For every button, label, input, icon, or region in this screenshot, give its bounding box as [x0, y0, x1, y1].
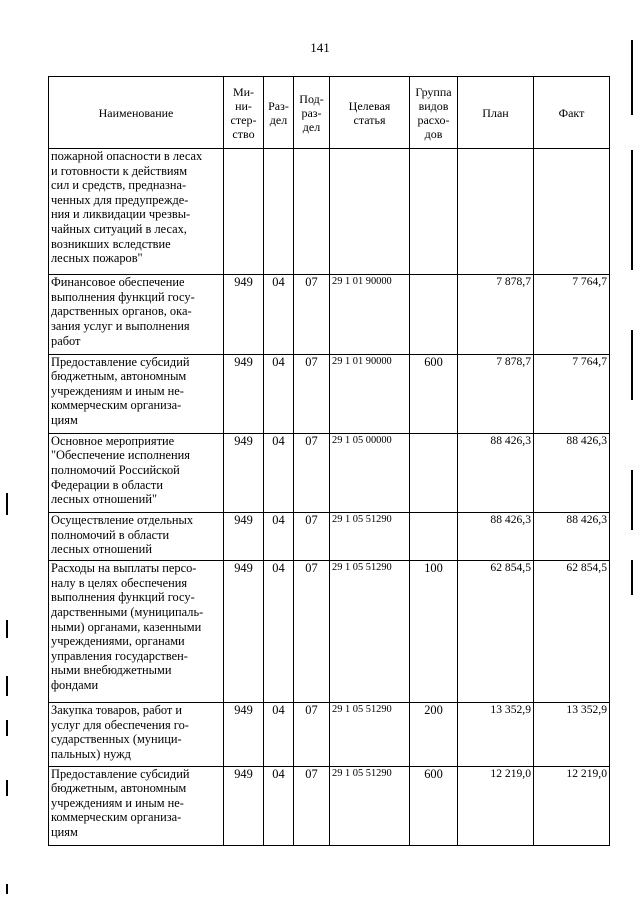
cell-subsection: 07: [294, 561, 330, 703]
cell-name: Предоставление субсидий бюджетным, автономным учреждениям и иным не- коммерческим организа- циям: [49, 766, 224, 845]
margin-line: [6, 780, 8, 796]
header-section: Раз- дел: [264, 77, 294, 149]
cell-subsection: 07: [294, 766, 330, 845]
table-row: [49, 766, 610, 845]
cell-ministry: 949: [224, 275, 264, 354]
cell-ministry: 949: [224, 766, 264, 845]
cell-plan: 7 878,7: [458, 275, 534, 354]
margin-line: [6, 493, 8, 515]
cell-expense-group: [410, 513, 458, 561]
cell-target: 29 1 05 00000: [330, 433, 410, 512]
cell-section: 04: [264, 513, 294, 561]
cell-ministry: 949: [224, 433, 264, 512]
cell-name: Расходы на выплаты персо- налу в целях обеспечения выполнения функций госу- дарственными (муниципаль- ными) органами, казенными учреждениями, органами управления государствен- ными внебюджетными фондами: [49, 561, 224, 703]
cell-fact: 88 426,3: [534, 433, 610, 512]
cell-plan: 62 854,5: [458, 561, 534, 703]
cell-target: 29 1 05 51290: [330, 561, 410, 703]
cell-fact: 7 764,7: [534, 275, 610, 354]
cell-section: 04: [264, 275, 294, 354]
margin-line: [6, 720, 8, 736]
cell-ministry: 949: [224, 354, 264, 433]
cell-target: [330, 149, 410, 275]
cell-ministry: 949: [224, 561, 264, 703]
cell-subsection: 07: [294, 275, 330, 354]
cell-subsection: [294, 149, 330, 275]
table-row: [49, 561, 610, 703]
margin-line: [631, 470, 633, 530]
margin-line: [6, 620, 8, 638]
margin-line: [631, 150, 633, 270]
cell-expense-group: 600: [410, 766, 458, 845]
table-row: [49, 354, 610, 433]
cell-section: 04: [264, 433, 294, 512]
cell-name: Осуществление отдельных полномочий в области лесных отношений: [49, 513, 224, 561]
cell-expense-group: [410, 433, 458, 512]
margin-line: [6, 676, 8, 696]
budget-table: [48, 76, 610, 846]
table-row: [49, 513, 610, 561]
cell-fact: 88 426,3: [534, 513, 610, 561]
margin-line: [631, 40, 633, 115]
cell-plan: 13 352,9: [458, 703, 534, 767]
margin-line: [631, 560, 633, 595]
header-row: [49, 77, 610, 149]
header-target: Целевая статья: [330, 77, 410, 149]
cell-subsection: 07: [294, 354, 330, 433]
cell-name: Закупка товаров, работ и услуг для обеспечения го- сударственных (муници- пальных) нужд: [49, 703, 224, 767]
cell-expense-group: 600: [410, 354, 458, 433]
cell-ministry: 949: [224, 703, 264, 767]
cell-section: 04: [264, 561, 294, 703]
cell-name: Предоставление субсидий бюджетным, автономным учреждениям и иным не- коммерческим организа- циям: [49, 354, 224, 433]
cell-expense-group: [410, 149, 458, 275]
header-fact: Факт: [534, 77, 610, 149]
table-row: [49, 149, 610, 275]
cell-fact: 12 219,0: [534, 766, 610, 845]
cell-name: Финансовое обеспечение выполнения функций госу- дарственных органов, ока- зания услуг и выполнения работ: [49, 275, 224, 354]
header-expense-group: Группа видов расхо- дов: [410, 77, 458, 149]
cell-section: 04: [264, 354, 294, 433]
cell-target: 29 1 01 90000: [330, 354, 410, 433]
cell-subsection: 07: [294, 703, 330, 767]
cell-expense-group: [410, 275, 458, 354]
table-row: [49, 703, 610, 767]
header-ministry: Ми- ни- стер- ство: [224, 77, 264, 149]
cell-target: 29 1 05 51290: [330, 513, 410, 561]
margin-line: [631, 330, 633, 400]
header-subsection: Под- раз- дел: [294, 77, 330, 149]
cell-fact: [534, 149, 610, 275]
cell-fact: 62 854,5: [534, 561, 610, 703]
table-row: [49, 433, 610, 512]
page-number: 141: [310, 40, 330, 55]
cell-plan: 12 219,0: [458, 766, 534, 845]
margin-line: [6, 884, 8, 894]
cell-name: Основное мероприятие "Обеспечение исполнения полномочий Российской Федерации в области лесных отношений": [49, 433, 224, 512]
cell-fact: 13 352,9: [534, 703, 610, 767]
cell-ministry: [224, 149, 264, 275]
header-plan: План: [458, 77, 534, 149]
cell-target: 29 1 05 51290: [330, 703, 410, 767]
cell-section: 04: [264, 766, 294, 845]
cell-plan: 88 426,3: [458, 433, 534, 512]
cell-expense-group: 100: [410, 561, 458, 703]
cell-plan: [458, 149, 534, 275]
cell-target: 29 1 05 51290: [330, 766, 410, 845]
cell-section: 04: [264, 703, 294, 767]
header-name: Наименование: [49, 77, 224, 149]
cell-ministry: 949: [224, 513, 264, 561]
budget-table-container: [48, 76, 609, 846]
cell-expense-group: 200: [410, 703, 458, 767]
table-row: [49, 275, 610, 354]
cell-subsection: 07: [294, 433, 330, 512]
cell-fact: 7 764,7: [534, 354, 610, 433]
cell-plan: 7 878,7: [458, 354, 534, 433]
cell-section: [264, 149, 294, 275]
cell-subsection: 07: [294, 513, 330, 561]
cell-target: 29 1 01 90000: [330, 275, 410, 354]
cell-name: пожарной опасности в лесах и готовности к действиям сил и средств, предназна- ченных для предупрежде- ния и ликвидации чрезвы- чайных ситуаций в лесах, возникших вследствие лесных пожаров": [49, 149, 224, 275]
cell-plan: 88 426,3: [458, 513, 534, 561]
